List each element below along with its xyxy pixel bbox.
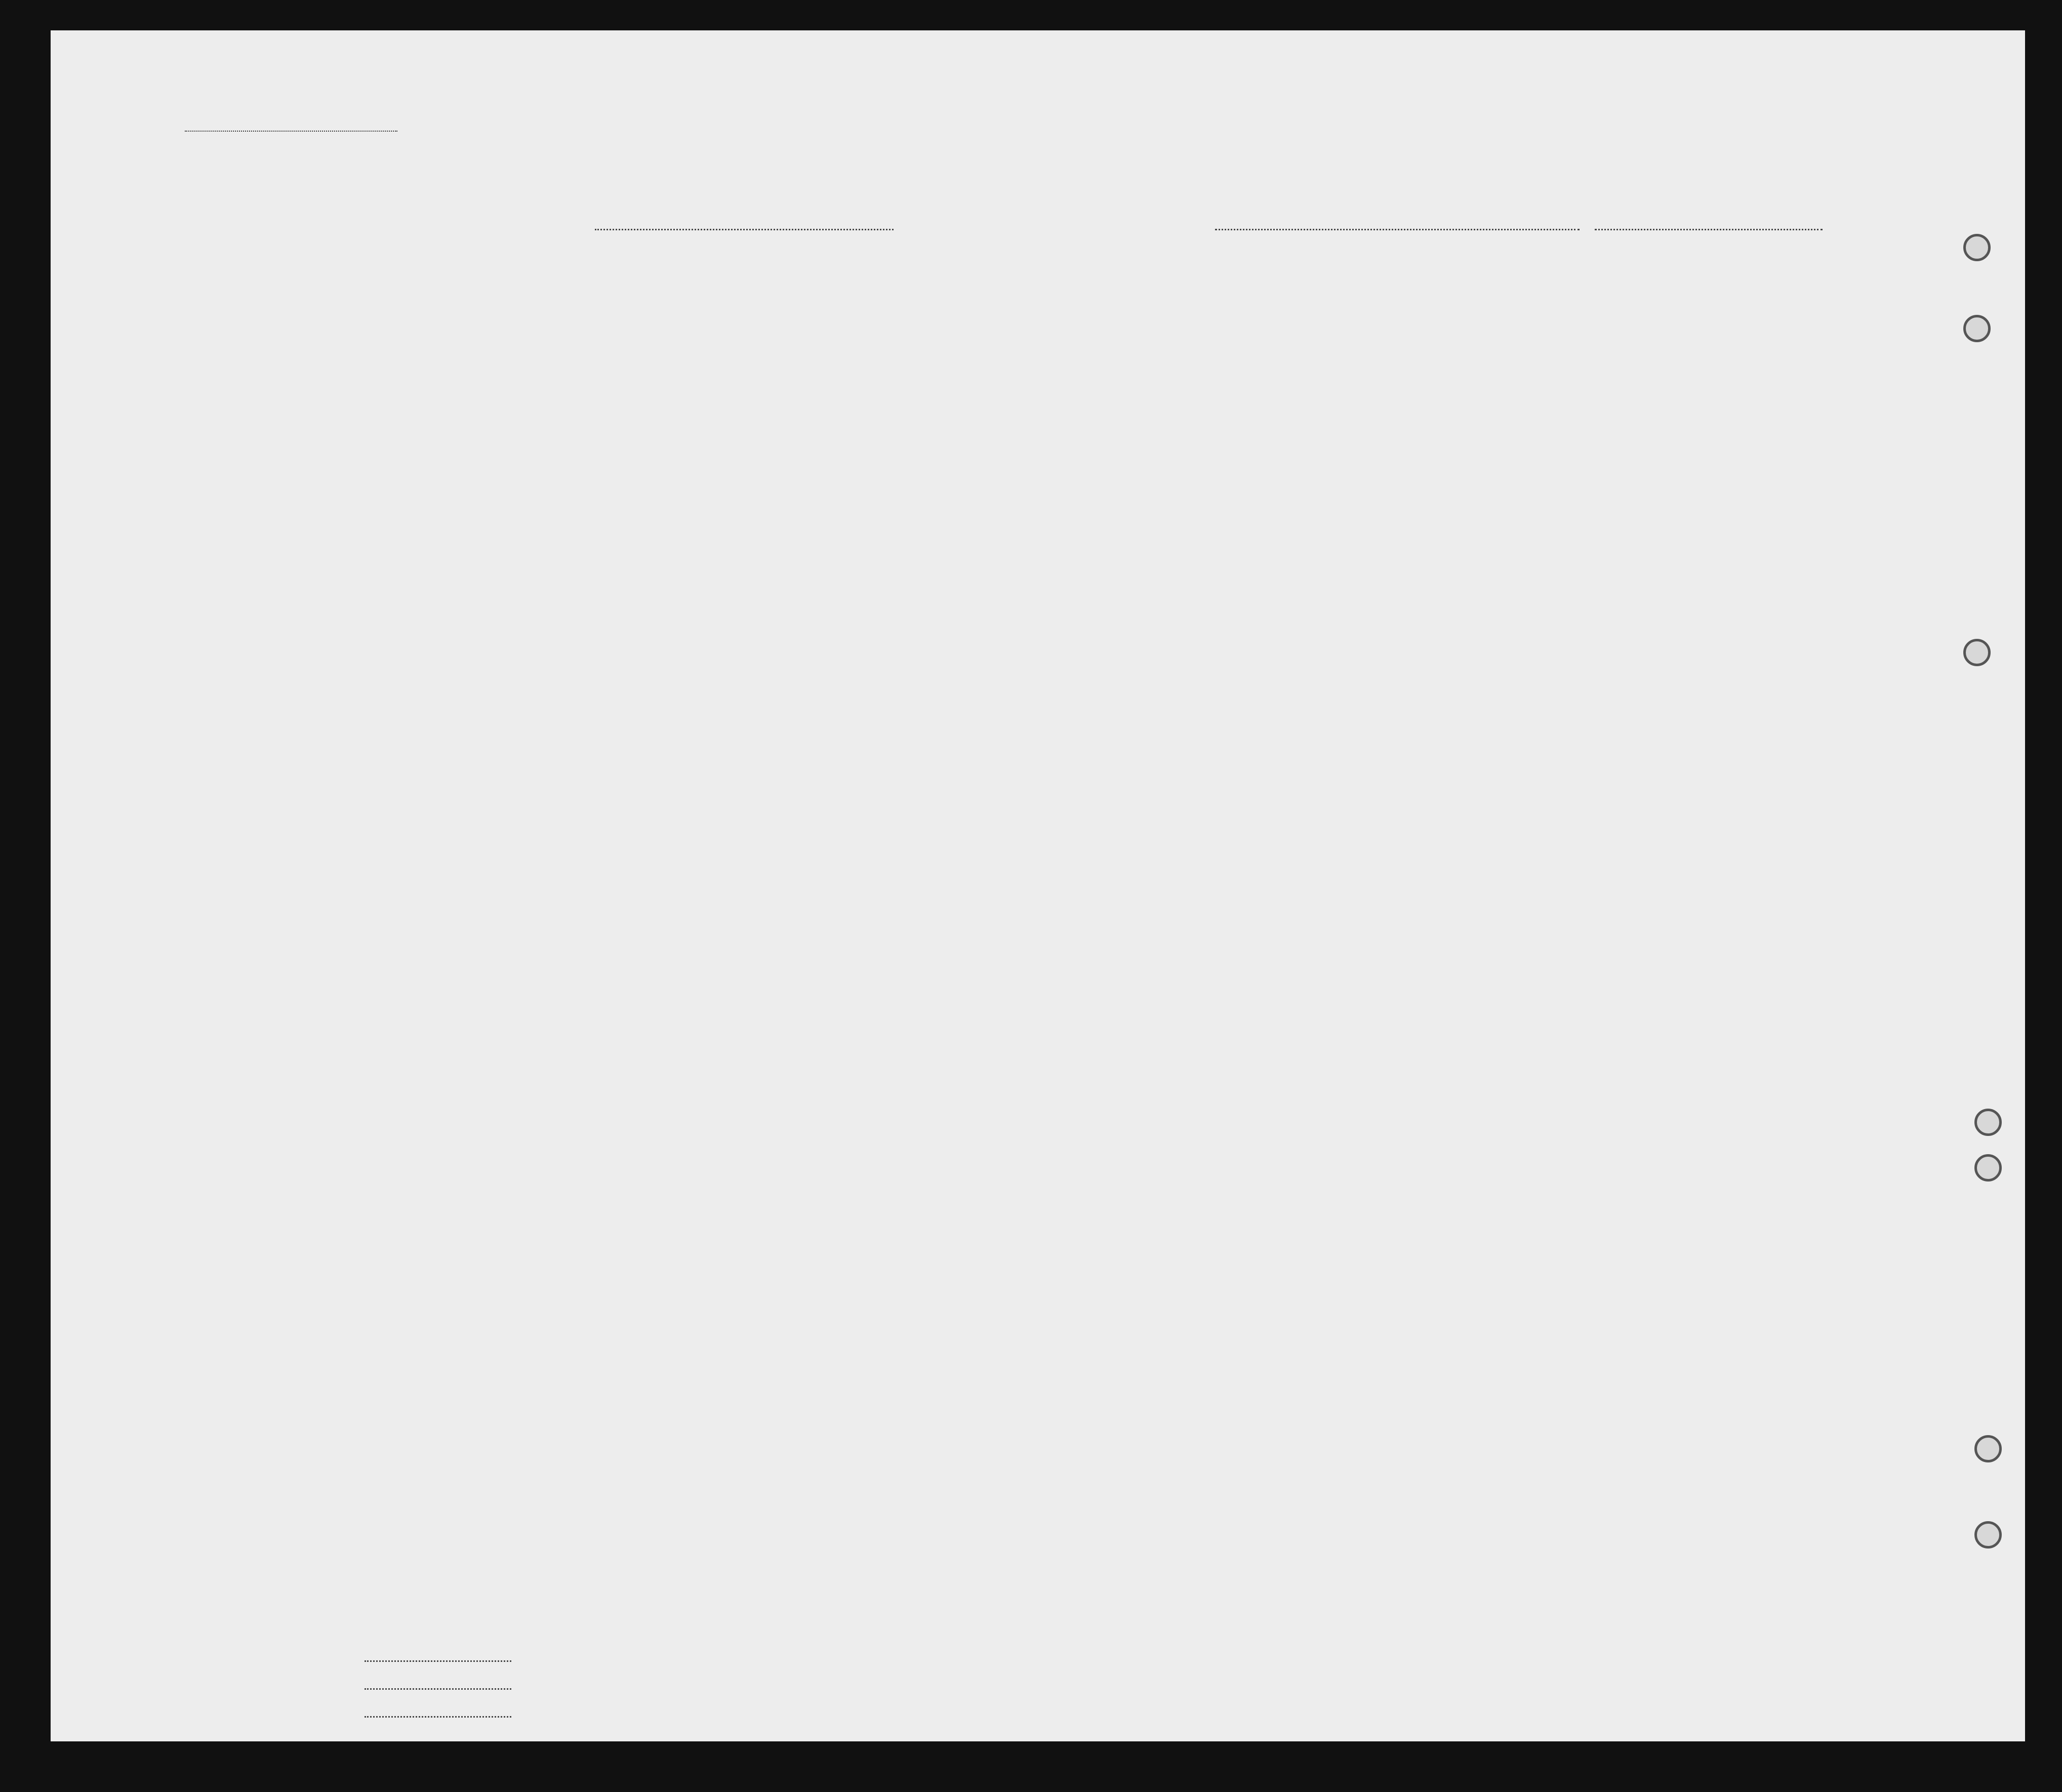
- punch-hole: [1974, 1154, 2002, 1182]
- punch-hole: [1963, 639, 1991, 666]
- punch-hole: [1974, 1109, 2002, 1136]
- list-number-line: [185, 131, 397, 132]
- punch-hole: [1974, 1521, 2002, 1549]
- ship-name-line: [595, 229, 894, 230]
- punch-hole: [1963, 315, 1991, 342]
- sailing-date-line: [1595, 229, 1823, 230]
- punch-hole: [1963, 234, 1991, 261]
- us-citizens-line: [365, 1688, 511, 1690]
- punch-hole: [1974, 1435, 2002, 1462]
- total-passengers-line: [365, 1660, 511, 1662]
- sailing-port-line: [1215, 229, 1580, 230]
- aliens-line: [365, 1716, 511, 1718]
